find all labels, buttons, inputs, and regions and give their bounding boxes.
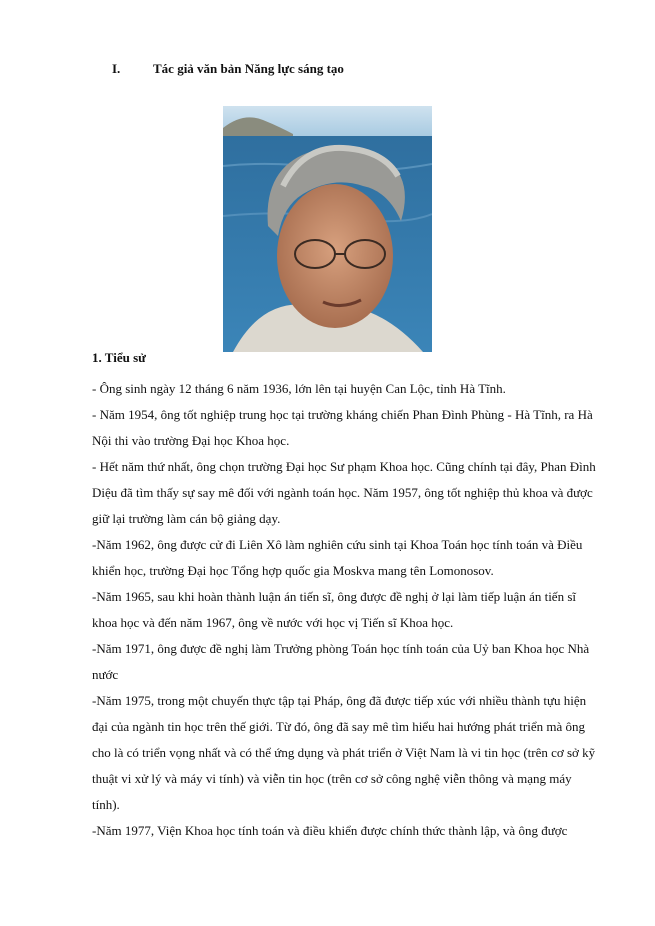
paragraph-1977: -Năm 1977, Viện Khoa học tính toán và điều khiển được chính thức thành lập, và ông được: [92, 823, 568, 838]
paragraph-1962: -Năm 1962, ông được cử đi Liên Xô làm nghiên cứu sinh tại Khoa Toán học tính toán và Điều khiển học, trường Đại học Tổng hợp quốc gia Moskva mang tên Lomonosov.: [92, 537, 583, 578]
paragraph-first-year: - Hết năm thứ nhất, ông chọn trường Đại học Sư phạm Khoa học. Cũng chính tại đây, Phan Đình Diệu đã tìm thấy sự say mê đối với ngành toán học. Năm 1957, ông tốt nghiệp thủ khoa và được giữ lại trường làm cán bộ giảng dạy.: [92, 459, 596, 526]
paragraph-1965: -Năm 1965, sau khi hoàn thành luận án tiến sĩ, ông được đề nghị ở lại làm tiếp luận án tiến sĩ khoa học và đến năm 1967, ông về nước với học vị Tiến sĩ Khoa học.: [92, 589, 577, 630]
paragraph-1975: -Năm 1975, trong một chuyến thực tập tại Pháp, ông đã được tiếp xúc với nhiều thành tựu hiện đại của ngành tin học trên thế giới. Từ đó, ông đã say mê tìm hiểu hai hướng phát triển mà ông cho là có triển vọng nhất và có thể ứng dụng và phát triển ở Việt Nam là vi tin học (trên cơ sở kỹ thuật vi xử lý và máy vi tính) và viễn tin học (trên cơ sở công nghệ viễn thông và mạng máy tính).: [92, 693, 596, 812]
paragraph-1971: -Năm 1971, ông được đề nghị làm Trưởng phòng Toán học tính toán của Uỷ ban Khoa học Nhà nước: [92, 641, 590, 682]
author-portrait: [223, 106, 432, 352]
section-heading: [112, 61, 344, 77]
heading-title: Tác giả văn bản Năng lực sáng tạo: [153, 61, 344, 76]
section-title: 1. Tiểu sử: [92, 350, 146, 365]
paragraph-birth: - Ông sinh ngày 12 tháng 6 năm 1936, lớn lên tại huyện Can Lộc, tỉnh Hà Tĩnh.: [92, 381, 506, 396]
paragraph-1954: - Năm 1954, ông tốt nghiệp trung học tại trường kháng chiến Phan Đình Phùng - Hà Tĩnh, ra Hà Nội thi vào trường Đại học Khoa học.: [92, 407, 593, 448]
heading-number: I.: [112, 61, 121, 76]
